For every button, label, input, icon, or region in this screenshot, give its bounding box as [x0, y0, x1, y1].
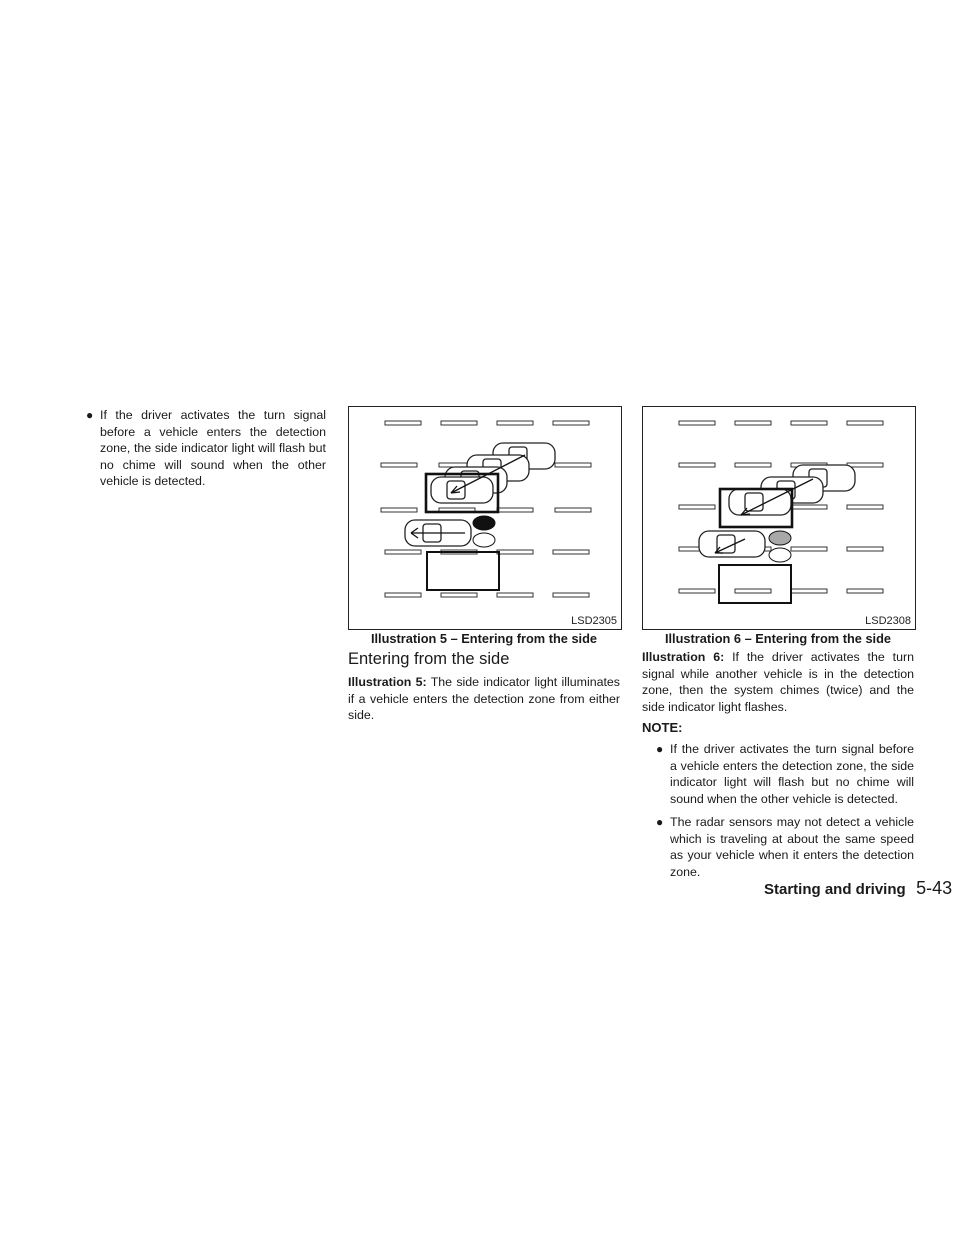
note-text: The radar sensors may not detect a vehicle which is traveling at about the same speed as your vehicle when it enters the detection zone.	[670, 815, 914, 879]
illustration-6	[642, 406, 916, 630]
paragraph-lead: Illustration 5:	[348, 675, 427, 689]
figure-code: LSD2305	[571, 615, 617, 627]
illustration-5-drawing	[349, 407, 621, 629]
note-label: NOTE:	[642, 720, 683, 735]
paragraph-text: If the driver activates the turn signal while another vehicle is in the detection zone, then the system chimes (twice) and the side indicator light flashes.	[642, 650, 914, 714]
bullet-item	[86, 407, 326, 490]
figure-caption: Illustration 6 – Entering from the side	[664, 631, 892, 646]
bullet-icon: ●	[86, 408, 94, 422]
bullet-icon: ●	[656, 815, 664, 829]
page-number: 5-43	[916, 878, 953, 898]
figure-caption: Illustration 5 – Entering from the side	[370, 631, 598, 646]
page-footer	[764, 878, 952, 899]
note-item	[656, 814, 914, 880]
illustration-5	[348, 406, 622, 630]
paragraph	[348, 674, 620, 724]
note-item	[656, 741, 914, 807]
paragraph-lead: Illustration 6:	[642, 650, 725, 664]
section-name: Starting and driving	[764, 881, 906, 898]
figure-code: LSD2308	[865, 615, 911, 627]
section-heading: Entering from the side	[348, 650, 510, 668]
illustration-6-drawing	[643, 407, 915, 629]
bullet-icon: ●	[656, 742, 664, 756]
paragraph-text: The side indicator light illuminates if a vehicle enters the detection zone from either side.	[348, 675, 621, 723]
paragraph	[642, 649, 914, 715]
note-text: If the driver activates the turn signal before a vehicle enters the detection zone, the side indicator light will flash but no chime will sound when the other vehicle is detected.	[670, 742, 914, 806]
bullet-text: If the driver activates the turn signal before a vehicle enters the detection zone, the side indicator light will flash but no chime will sound when the other vehicle is detected.	[100, 408, 326, 489]
